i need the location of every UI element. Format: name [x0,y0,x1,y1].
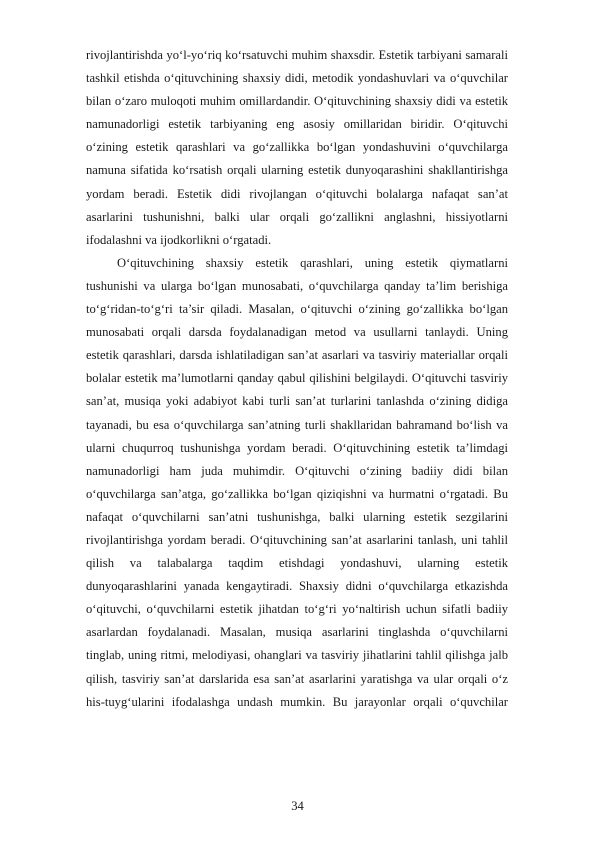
text-line: tashkil etishda o‘qituvchining shaxsiy didi, metodik yondashuvlari va o‘quvchilar [86,71,508,86]
text-line: qilish, tasviriy san’at darslarida esa san’at asarlarini yaratishga va ular orqali o‘z [86,671,508,686]
text-line: tayanadi, bu esa o‘quvchilarga san’atning turli shakllaridan bahramand bo‘lish va [86,417,508,432]
text-line: ularni chuqurroq tushunishga yordam beradi. O‘qituvchining estetik ta’limdagi [86,440,508,455]
text-line: asarlardan foydalanadi. Masalan, musiqa asarlarini tinglashda o‘quvchilarni [86,625,508,640]
body-text [86,44,508,714]
text-line: namunadorligi ham juda muhimdir. O‘qituvchi o‘zining badiiy didi bilan [86,463,508,478]
page-number: 34 [291,799,304,813]
text-line: dunyoqarashlarini yanada kengaytiradi. Shaxsiy didni o‘quvchilarga etkazishda [86,579,508,594]
text-line: yordam beradi. Estetik didi rivojlangan o‘qituvchi bolalarga nafaqat san’at [86,186,508,201]
text-line: asarlarini tushunishni, balki ular orqali go‘zallikni anglashni, hissiyotlarni [86,209,508,224]
text-line: estetik qarashlari, darsda ishlatiladigan san’at asarlari va tasviriy materiallar orqali [86,348,508,363]
text-line: tushunishi va ularga bo‘lgan munosabati, o‘quvchilarga qanday ta’lim berishiga [86,278,508,293]
text-line: o‘quvchilarga san’atga, go‘zallikka bo‘lgan qiziqishni va hurmatni o‘rgatadi. Bu [86,486,508,501]
text-line: ifodalashni va ijodkorlikni o‘rgatadi. [86,232,272,247]
text-line: tinglab, uning ritmi, melodiyasi, ohanglari va tasviriy jihatlarini tahlil qilishga jalb [86,648,508,663]
text-line: to‘g‘ridan-to‘g‘ri ta’sir qiladi. Masalan, o‘qituvchi o‘zining go‘zallikka bo‘lgan [86,302,508,317]
text-line: his-tuyg‘ularini ifodalashga undash mumkin. Bu jarayonlar orqali o‘quvchilar [86,694,508,709]
paragraph-first-line: O‘qituvchining shaxsiy estetik qarashlari, uning estetik qiymatlarni [117,255,508,270]
text-line: nafaqat o‘quvchilarni san’atni tushunishga, balki ularning estetik sezgilarini [86,509,508,524]
text-line: rivojlantirishga yordam beradi. O‘qituvchining san’at asarlarini tanlash, uni tahlil [86,532,508,547]
text-line: san’at, musiqa yoki adabiyot kabi turli san’at turlarini tanlashda o‘zining didiga [86,394,508,409]
text-line: rivojlantirishda yo‘l-yo‘riq ko‘rsatuvchi muhim shaxsdir. Estetik tarbiyani samarali [86,48,508,62]
text-line: o‘zining estetik qarashlari va go‘zallikka bo‘lgan yondashuvini o‘quvchilarga [86,140,508,155]
text-line: namunadorligi estetik tarbiyaning eng asosiy omillaridan biridir. O‘qituvchi [86,117,508,132]
text-line: o‘qituvchi, o‘quvchilarni estetik jihatdan to‘g‘ri yo‘naltirish uchun sifatli badiiy [86,602,508,617]
text-line: munosabati orqali darsda foydalanadigan metod va usullarni tanlaydi. Uning [86,325,508,340]
text-line: qilish va talabalarga taqdim etishdagi yondashuvi, ularning estetik [86,556,508,571]
text-line: namuna sifatida ko‘rsatish orqali ularning estetik dunyoqarashini shakllantirishga [86,163,508,178]
text-line: bilan o‘zaro muloqoti muhim omillardandir. O‘qituvchining shaxsiy didi va estetik [86,94,508,109]
text-line: bolalar estetik ma’lumotlarni qanday qabul qilishini belgilaydi. O‘qituvchi tasviriy [86,371,508,386]
